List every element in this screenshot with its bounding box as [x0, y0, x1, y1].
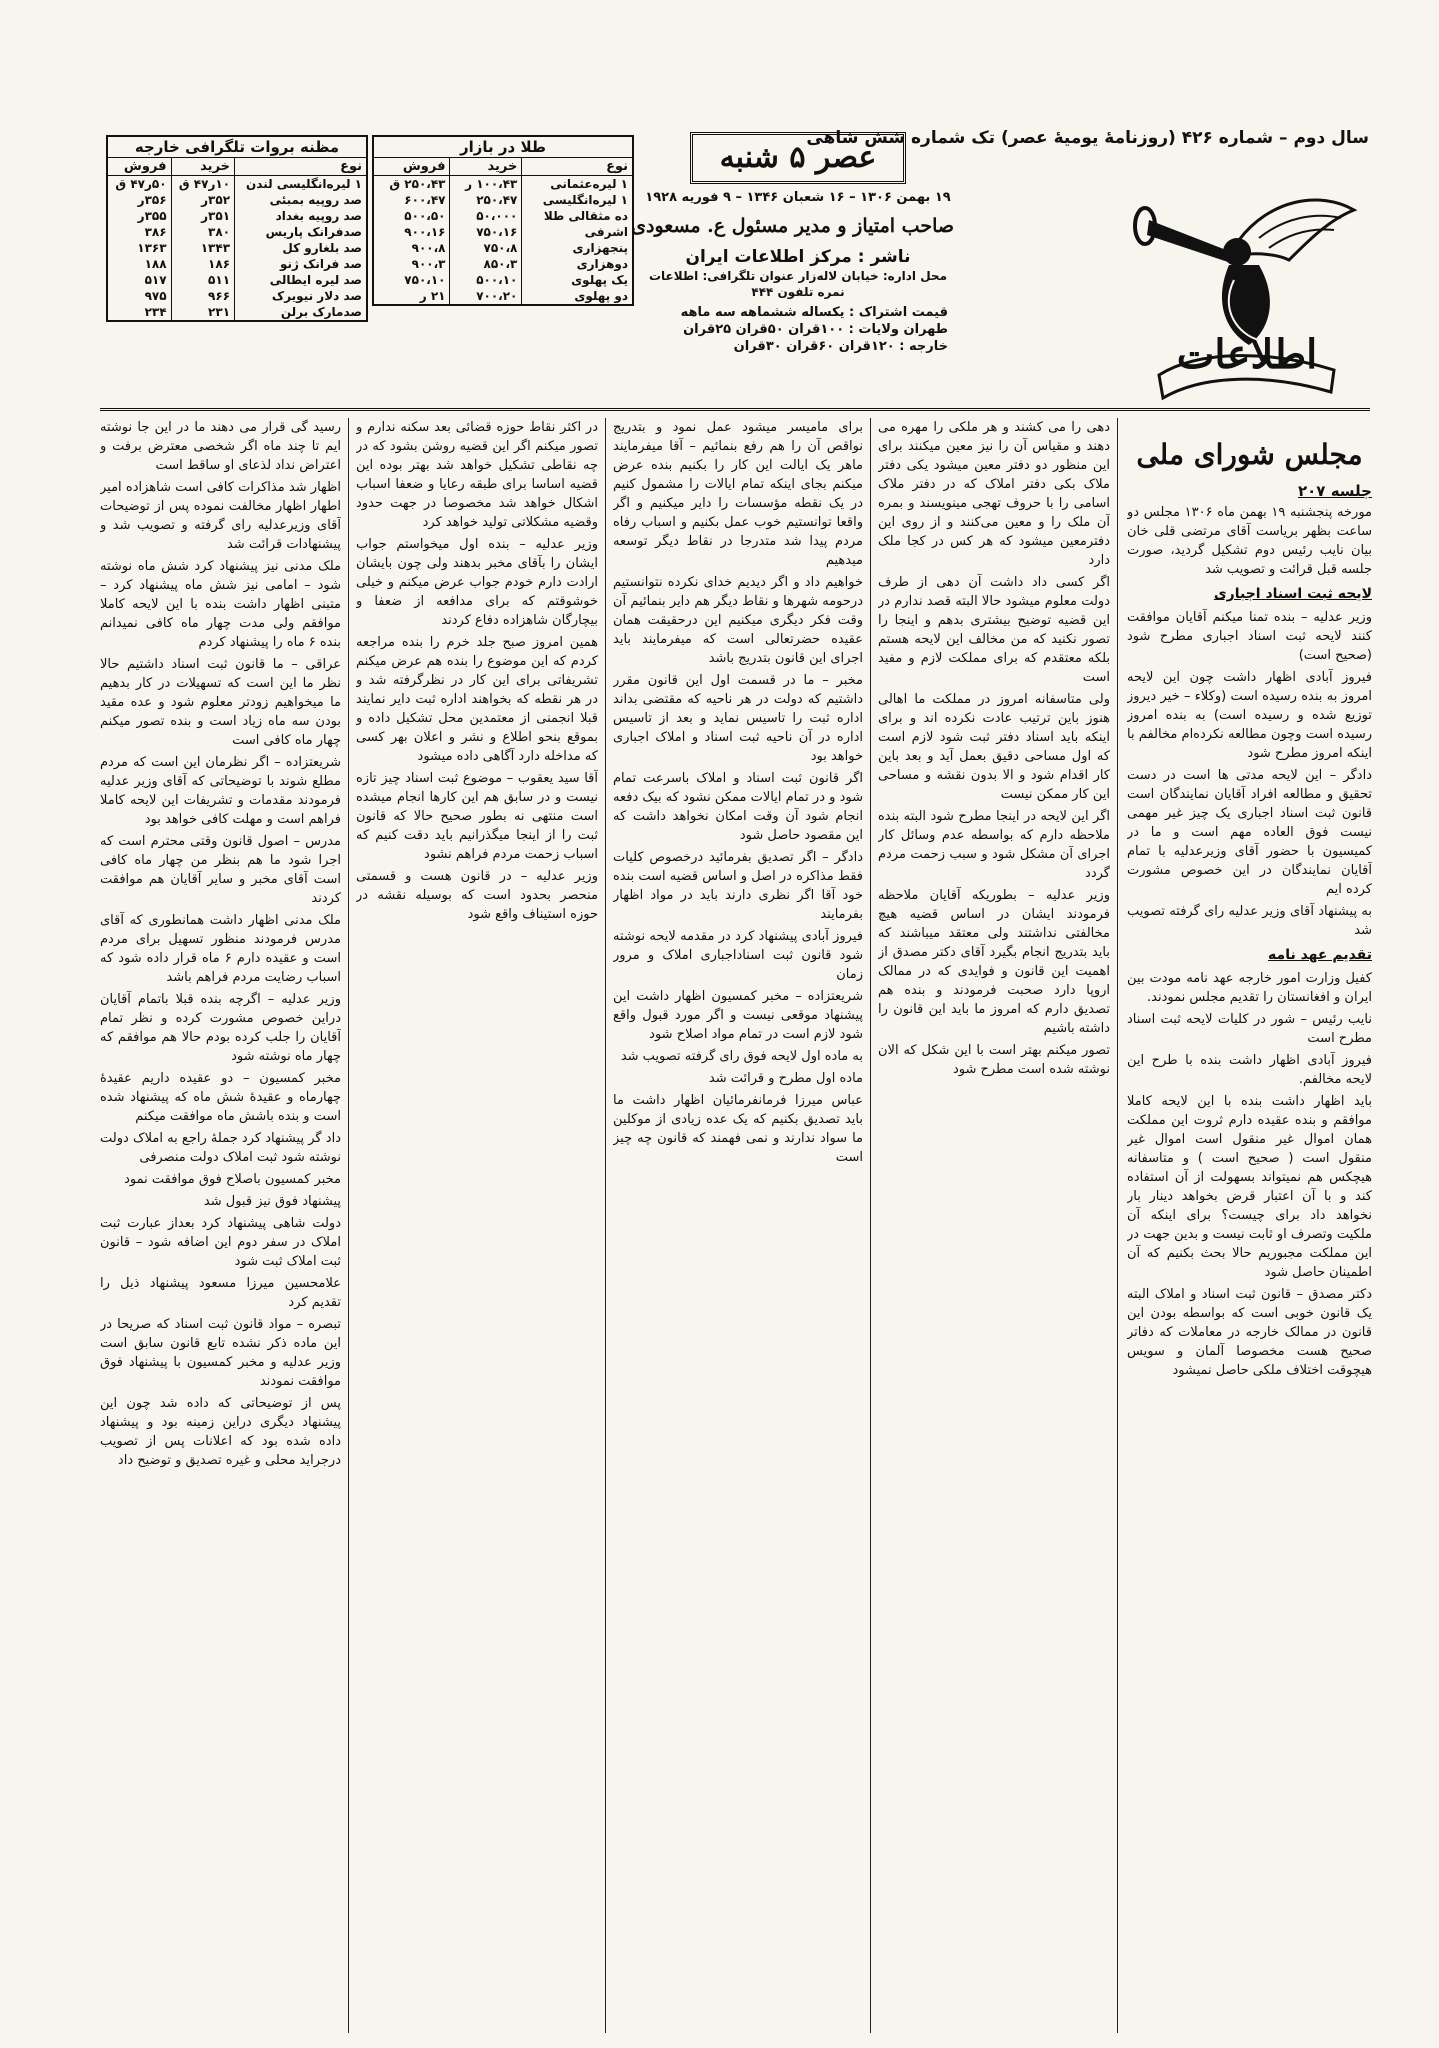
table-cell: ۲۳۱ [171, 304, 234, 321]
table-row [107, 272, 367, 288]
paragraph: خواهیم داد و اگر دیدیم خدای نکرده نتوانستیم درحومه شهرها و نقاط دیگر هم دایر بنمائیم آن وقت فکر دیگری میکنیم این درحقیقت همان عقیده حضرتعالی است که میفرمایند باید اجرای این قانون بتدریج باشد [613, 575, 863, 666]
paragraph: فیروز آبادی پیشنهاد کرد در مقدمه لایحه نوشته شود قانون ثبت اسناداجباری املاک و مرور زمان [613, 929, 863, 982]
table-cell: صد روپیه بمبئی [269, 193, 362, 207]
paragraph: نایب رئیس – شور در کلیات لایحه ثبت اسناد مطرح است [1127, 1012, 1372, 1046]
paragraph: مخبر کمسیون – دو عقیده داریم عقیدهٔ چهارماه و عقیدهٔ شش ماه که پیشنهاد شده است و بنده باشش ماه موافقت میکنم [100, 1071, 341, 1124]
subscription-row: خارجه : ۱۲۰قران ۶۰قران ۳۰قران [733, 339, 948, 354]
gold-table-title: طلا در بازار [373, 136, 633, 158]
table-header: فروش [107, 158, 171, 176]
paragraph: فیروز آبادی اظهار داشت چون این لایحه امروز به بنده رسیده است (وکلاء – خیر دیروز توزیع شده و رسیده است) به بنده امروز رسیده است وچون مطالعه نکرده‌ام مخالفم با اینکه امروز مطرح شود [1127, 670, 1372, 761]
paragraph: ملک مدنی نیز پیشنهاد کرد شش ماه نوشته شود – امامی نیز شش ماه پیشنهاد کرد – متبنی اظهار داشت بنده با این لایحه کاملا موافقم ولی مدت چهار ماه کافی نمیدانم بنده ۶ ماه را پیشنهاد کردم [100, 559, 341, 650]
table-row [373, 256, 633, 272]
masthead-divider [100, 408, 1370, 411]
office-line: محل اداره: خیابان لاله‌زار عنوان تلگرافی: اطلاعات [648, 269, 947, 283]
paragraph: ولی متاسفانه امروز در مملکت ما اهالی هنوز باین ترتیب عادت نکرده اند و برای اینکه باید اسناد دفتر ثبت شود لازم است که اول مساحی دقیق بعمل آید و بعد باین کار اقدام شود و الا بدون نقشه و مساحی این کار ممکن نیست [878, 692, 1110, 802]
paragraph: مدرس – اصول قانون وقتی محترم است که اجرا شود ما هم بنظر من چهار ماه کافی است آقای مخبر و سایر آقایان هم موافقت کردند [100, 834, 341, 906]
table-cell: ۳۵۱ر [171, 208, 234, 224]
table-row [373, 240, 633, 256]
paragraph: ملک مدنی اظهار داشت همانطوری که آقای مدرس فرمودند منظور تسهیل برای مردم است و عقیده دارم ۶ ماه قرار داده شود که اسباب رضایت مردم فراهم باشد [100, 913, 341, 985]
column-3 [613, 418, 863, 2033]
table-cell: ۵۱۷ [107, 272, 171, 288]
table-cell: ده مثقالی طلا [543, 209, 628, 223]
phone-line: نمره تلفون ۴۴۴ [751, 285, 845, 299]
table-cell: ۵۱۱ [171, 272, 234, 288]
paragraph: ماده اول مطرح و قرائت شد [708, 1071, 863, 1086]
table-cell: ۲۳۴ [107, 304, 171, 321]
paragraph: داد‌گر – اگر تصدیق بفرمائید درخصوص کلیات فقط مذاکره در اصل و اساس قضیه است بنده خود آقا اگر نظری دارند باید در مواد اظهار بفرمایند [613, 850, 863, 922]
paragraph: اگر کسی داد داشت آن دهی از طرف دولت معلوم میشود حالا البته قصد ندارم در این قضیه توضیح بیشتری بدهم و اینجا را تصور نکنید که من مخالف این لایحه هستم بلکه معتقدم که برای مملکت لازم و مفید است [878, 575, 1110, 685]
table-row [107, 256, 367, 272]
table-header: فروش [373, 158, 450, 176]
column-parliament-report [1127, 418, 1372, 2033]
table-row [107, 192, 367, 208]
table-cell: ۱۰ر۴۷ ق [171, 176, 234, 193]
session-number: جلسه ۲۰۷ [1298, 482, 1372, 500]
table-cell: ۳۵۲ر [171, 192, 234, 208]
table-cell: ۱ لیره‌عثمانی [550, 177, 628, 191]
issue-date: ۱۹ بهمن ۱۳۰۶ – ۱۶ شعبان ۱۳۴۶ – ۹ فوریه ۱۹۲۸ [645, 190, 951, 205]
paragraph: تصور میکنم بهتر است با این شکل که الان نوشته شده است مطرح شود [878, 1043, 1110, 1077]
table-cell: ۷۵۰،۸ [450, 240, 522, 256]
table-cell: ۹۷۵ [107, 288, 171, 304]
paragraph: شریعتزاده – اگر نظرمان این است که مردم مطلع شوند با توضیحاتی که آقای وزیر عدلیه فرمودند مقدمات و تشریفات این لایحه کاملا فراهم است و مهلت کافی خواهد بود [100, 755, 341, 827]
gold-price-table [372, 135, 634, 306]
table-cell: صد بلغارو کل [282, 241, 362, 255]
table-cell: ۱ لیره‌انگلیسی لندن [246, 177, 362, 191]
paragraph: تبصره – مواد قانون ثبت اسناد که صریحا در این ماده ذکر نشده تابع قانون سابق است وزیر عدلیه و مخبر کمسیون با پیشنهاد فوق موافقت نمودند [100, 1317, 341, 1389]
paragraph: دولت شاهی پیشنهاد کرد بعداز عبارت ثبت املاک در سفر دوم این اضافه شود – قانون ثبت املاک ثبت شود [100, 1216, 341, 1269]
table-row [373, 224, 633, 240]
paragraph: وزیر عدلیه – بنده تمنا میکنم آقایان موافقت کنند لایحه ثبت اسناد اجباری مطرح شود (صحیح است) [1127, 610, 1372, 663]
issue-info-box [631, 128, 954, 400]
subscription-prices [648, 305, 948, 354]
table-cell: ۲۱ ر [373, 288, 450, 305]
table-row [373, 288, 633, 305]
table-row [107, 288, 367, 304]
paragraph: علامحسین میرزا مسعود پیشنهاد ذیل را تقدیم کرد [100, 1276, 341, 1310]
table-cell: ۶۰۰،۴۷ [373, 192, 450, 208]
article-title: مجلس شورای ملی [1136, 438, 1363, 471]
subscription-row: قیمت اشتراک : یکساله ششماهه سه ماهه [680, 305, 948, 320]
newspaper-logo [1119, 160, 1369, 410]
paragraph: داد‌گر – این لایحه مدتی ها است در دست تحقیق و مطالعه افراد آقایان نمایندگان است قانون ثبت اسناد اجباری یک چیز غیر مهمی نیست فوق العاده مهم است و ما در کمیسیون با حضور آقای وزیرعدلیه با تمام آقایان نمایندگان در این خصوص مشورت کرده ایم [1127, 768, 1372, 897]
exchange-rate-table [106, 135, 368, 322]
table-cell: ۹۰۰،۱۶ [373, 224, 450, 240]
table-cell: صدفرانک پاریس [265, 225, 362, 239]
paragraph: پس از توضیحاتی که داده شد چون این پیشنهاد دیگری دراین زمینه بود و پیشنهاد داده شده بود که اعلانات پس از تصویب درجراید محلی و غیره تصدیق و توضیح داد [100, 1396, 341, 1468]
table-cell: ۱ لیره‌انگلیسی [542, 193, 628, 207]
publisher-line: ناشر : مرکز اطلاعات ایران [685, 247, 911, 267]
table-row [373, 272, 633, 288]
column-5 [100, 418, 341, 2033]
table-cell: ۷۵۰،۱۶ [450, 224, 522, 240]
paragraph: در اکثر نقاط حوزه قضائی بعد سکنه ندارم و تصور میکنم اگر این قضیه روشن بشود که در چه نقاطی تشکیل خواهد شد بهتر بوده این قضیه اساسا برای طبقه رعایا و ضعفا اسباب اشکال خواهد شد مخصوصا در جهت حدود وقضیه مشکلاتی تولید خواهد کرد [356, 420, 598, 530]
paragraph: برای مامیسر میشود عمل نمود و بتدریج نواقص آن را هم رفع بنمائیم – آقا میفرمایند ماهر یک ایالت این کار را بکنیم بنده عرض میکنم بجای اینکه تمام ایالات را مشمول کنیم در یک نقطه مؤسسات را دایر میکنیم و اگر واقعا توانستیم خوب عمل بکنیم و اسباب رفاه مردم پیدا شد متدرجا در نقاط دیگر توسعه میدهیم [613, 420, 863, 568]
table-cell: ۷۵۰،۱۰ [373, 272, 450, 288]
table-cell: صد روپیه بغداد [275, 209, 362, 223]
paragraph: به ماده اول لایحه فوق رای گرفته تصویب شد [620, 1049, 863, 1064]
issue-day: عصر ۵ شنبه [690, 132, 906, 184]
logo-lettering: اطلاعات [1176, 331, 1318, 378]
paragraph: مورخه پنجشنبه ۱۹ بهمن ماه ۱۳۰۶ مجلس دو ساعت بظهر بریاست آقای مرتضی قلی خان بیان نایب رئیس دوم تشکیل گردید، صورت جلسه قبل قرائت و تصویب شد [1127, 505, 1372, 577]
table-cell: ۹۶۶ [171, 288, 234, 304]
paragraph: کفیل وزارت امور خارجه عهد نامه مودت بین ایران و افغانستان را تقدیم مجلس نمودند. [1127, 971, 1372, 1005]
paragraph: عباس میرزا فرمانفرمائیان اظهار داشت ما باید تصدیق بکنیم که یک عده زیادی از موکلین ما سواد ندارند و نمی فهمند که قانون چه چیز است [613, 1093, 863, 1165]
table-cell: یک پهلوی [571, 273, 628, 287]
paragraph: دکتر مصدق – قانون ثبت اسناد و املاک البته یک قانون خوبی است که بواسطه بودن این قانون در ممالک خارجه در معاملات که دفاتر صحیح هست مخصوصا آلمان و سویس هیچوقت اختلاف ملکی حاصل نمیشود [1127, 1287, 1372, 1378]
paragraph: اگر این لایحه در اینجا مطرح شود البته بنده ملاحظه دارم که بواسطه عدم وسائل کار اجرای آن مشکل شود و سبب زحمت مردم گردد [878, 809, 1110, 881]
table-cell: ۳۵۶ر [107, 192, 171, 208]
table-cell: ۳۵۵ر [107, 208, 171, 224]
table-cell: ۷۰۰،۲۰ [450, 288, 522, 305]
table-row [107, 240, 367, 256]
table-row [373, 176, 633, 193]
table-cell: ۲۵۰،۴۳ ق [373, 176, 450, 193]
paragraph: آقا سید یعقوب – موضوع ثبت اسناد چیز تازه نیست و در سابق هم این کارها انجام میشده است منتهی نه بطور صحیح حالا که قانون ثبت را از اینجا میگذرانیم باید دقت کنیم که اسباب زحمت مردم فراهم نشود [356, 771, 598, 862]
table-cell: صد دلار نیویرک [271, 289, 362, 303]
table-cell: ۱۳۶۳ [107, 240, 171, 256]
column-divider [870, 418, 871, 2033]
table-cell: ۲۵۰،۴۷ [450, 192, 522, 208]
table-header: خرید [450, 158, 522, 176]
table-cell: ۳۸۶ [107, 224, 171, 240]
table-header: نوع [522, 158, 633, 176]
paragraph: پیشنهاد فوق نیز قبول شد [203, 1194, 341, 1209]
issue-line: سال دوم – شماره ۴۲۶ (روزنامهٔ یومیهٔ عصر) تک شماره شش شاهی [806, 128, 1369, 148]
paragraph: عراقی – ما قانون ثبت اسناد داشتیم حالا نظر ما این است که تسهیلات در کار بدهیم ما میخواهیم زودتر معلوم شود و عده مقید بودن سه ماه زیاد است و بنده تصور میکنم چهار ماه کافی است [100, 657, 341, 748]
subheading: لایحه ثبت اسناد اجباری [1213, 586, 1372, 602]
herald-angel-icon [1119, 160, 1369, 410]
table-row [373, 192, 633, 208]
table-cell: ۱۸۸ [107, 256, 171, 272]
table-cell: ۱۳۴۳ [171, 240, 234, 256]
paragraph: داد گر پیشنهاد کرد جملهٔ راجع به املاک دولت نوشته شود ثبت املاک دولت منصرفی [100, 1131, 341, 1165]
table-row [107, 304, 367, 321]
table-cell: ۳۸۰ [171, 224, 234, 240]
table-cell: ۱۸۶ [171, 256, 234, 272]
table-cell: صد لیره ایطالی [269, 273, 362, 287]
table-cell: ۹۰۰،۸ [373, 240, 450, 256]
table-cell: ۵۰ر۴۷ ق [107, 176, 171, 193]
paragraph: مخبر – ما در قسمت اول این قانون مقرر داشتیم که دولت در هر ناحیه که مقتضی بداند اداره ثبت را تاسیس نماید و بعد از تاسیس اداره در آن ناحیه ثبت اسناد و املاک اجباری خواهد بود [613, 673, 863, 764]
column-divider [1117, 418, 1118, 2033]
table-cell: دو پهلوی [574, 289, 628, 303]
table-cell: ۸۵۰،۳ [450, 256, 522, 272]
table-cell: پنجهزاری [572, 241, 628, 255]
table-cell: ۵۰۰،۱۰ [450, 272, 522, 288]
column-2 [878, 418, 1110, 2033]
table-header: خرید [171, 158, 234, 176]
owner-line: صاحب امتیاز و مدیر مسئول ع. مسعودی [631, 215, 954, 237]
paragraph: دهی را می کشند و هر ملکی را مهره می دهند و مقیاس آن را نیز معین میکنند برای این منظور دو دفتر معین میشود یکی دفتر ملاک بکی دفتر املاک که در دفتر ملاک اسامی را با حروف تهجی مینویسند و بمره آن ملک را و معین می‌کنند و از روی این دفترمعین میشود که هر کس در کجا ملک دارد [878, 420, 1110, 568]
paragraph: وزیر عدلیه – بنده اول میخواستم جواب ایشان را بآقای مخبر بدهند ولی چون بایشان ارادت دارم خودم جواب عرض میکنم و خیلی خوشوقتم که برای مدافعه از ضعفا و بیچارگان شاهزاده دفاع کردند [356, 537, 598, 628]
table-row [107, 208, 367, 224]
table-cell: اشرفی [584, 225, 628, 239]
paragraph: اظهار شد مذاکرات کافی است شاهزاده امیر اطهار اظهار مخالفت نموده پس از توضیحات آقای وزیرعدلیه رای گرفته و تصویب شد و پیشنهادات قرائت شد [100, 480, 341, 552]
table-cell: ۵۰۰،۵۰ [373, 208, 450, 224]
table-cell: ۱۰۰،۴۳ ر [450, 176, 522, 193]
paragraph: اگر قانون ثبت اسناد و املاک باسرعت تمام شود و در تمام ایالات ممکن نشود که بیک دفعه انجام شود آن وقت امکان نخواهد داشت که این مقصود حاصل شود [613, 771, 863, 843]
paragraph: مخبر کمسیون باصلاح فوق موافقت نمود [124, 1172, 341, 1187]
subscription-row: طهران ولایات : ۱۰۰قران ۵۰قران ۲۵قران [683, 322, 948, 337]
table-header: نوع [235, 158, 367, 176]
paragraph: شریعتزاده – مخبر کمسیون اظهار داشت این پیشنهاد موقعی نیست و اگر مورد قبول واقع شود لازم است در تمام مواد اصلاح شود [613, 989, 863, 1042]
table-cell: صد فرانک ژنو [279, 257, 362, 271]
column-4 [356, 418, 598, 2033]
paragraph: وزیر عدلیه – در قانون هست و قسمتی منحصر بحدود است که بوسیله نقشه در حوزه استیناف واقع شود [356, 869, 598, 922]
paragraph: به پیشنهاد آقای وزیر عدلیه رای گرفته تصویب شد [1127, 904, 1372, 938]
paragraph: رسید گی قرار می دهند ما در این جا نوشته ایم تا چند ماه اگر شخصی معترض برفت و اعتراض نداد لذعای او ساقط است [100, 420, 341, 473]
paragraph: وزیر عدلیه – اگرچه بنده قبلا باتمام آقایان دراین خصوص مشورت کرده و نظر تمام آقایان را جلب کرده بودم حالا هم موافقم که چهار ماه نوشته شود [100, 992, 341, 1064]
table-cell: ۵۰،۰۰۰ [450, 208, 522, 224]
table-row [373, 208, 633, 224]
paragraph: وزیر عدلیه – بطوریکه آقایان ملاحظه فرمودند ایشان در اساس قضیه هیچ مخالفتی نداشتند ولی معتقد میباشند که باید بتدریج انجام بگیرد آقای دکتر مصدق از اهمیت این قانون و فوایدی که در ممالک اروپا دارد صحبت فرمودند و بنده هم تصدیق دارم که امروز ما باید این قانون را داشته باشیم [878, 888, 1110, 1036]
table-row [107, 176, 367, 193]
column-divider [605, 418, 606, 2033]
paragraph: همین امروز صبح جلد خرم را بنده مراجعه کردم که این موضوع را بنده هم عرض میکنم تشریفاتی برای این کار در نظرگرفته شد و در هر نقطه که بخواهند اداره ثبت دایر نمایند قبلا انجمنی از معتمدین محل تشکیل داده و بموقع بنحو اطلاع و نشر و اعلان بهر کسی که مداخله دارد آگاهی داده میشود [356, 635, 598, 764]
column-divider [348, 418, 349, 2033]
fx-table-title: مظنه بروات تلگرافی خارجه [107, 136, 367, 158]
paragraph: باید اظهار داشت بنده با این لایحه کاملا موافقم و بنده عقیده دارم ثروت این مملکت همان اموال غیر منقول است اموال غیر منقول است ( صحیح است ) و متاسفانه هیچکس هم نمیتواند بسهولت از آن استفاده کند و با آن اعتبار قرض بخواهد دینار بار نخواهد داد برای چیست؟ برای اینکه آن ملکیت وتصرف او ثابت نیست و بدین جهت در این مملکت مجبوریم حالا بحث بکنیم که آن اطمینان حاصل شود [1127, 1094, 1372, 1280]
table-cell: صدمارک برلن [280, 305, 362, 319]
table-row [107, 224, 367, 240]
paragraph: فیروز آبادی اظهار داشت بنده با طرح این لایحه مخالفم. [1127, 1053, 1372, 1087]
table-cell: ۹۰۰،۳ [373, 256, 450, 272]
subheading: تقدیم عهد نامه [1268, 947, 1372, 963]
table-cell: دوهزاری [576, 257, 628, 271]
